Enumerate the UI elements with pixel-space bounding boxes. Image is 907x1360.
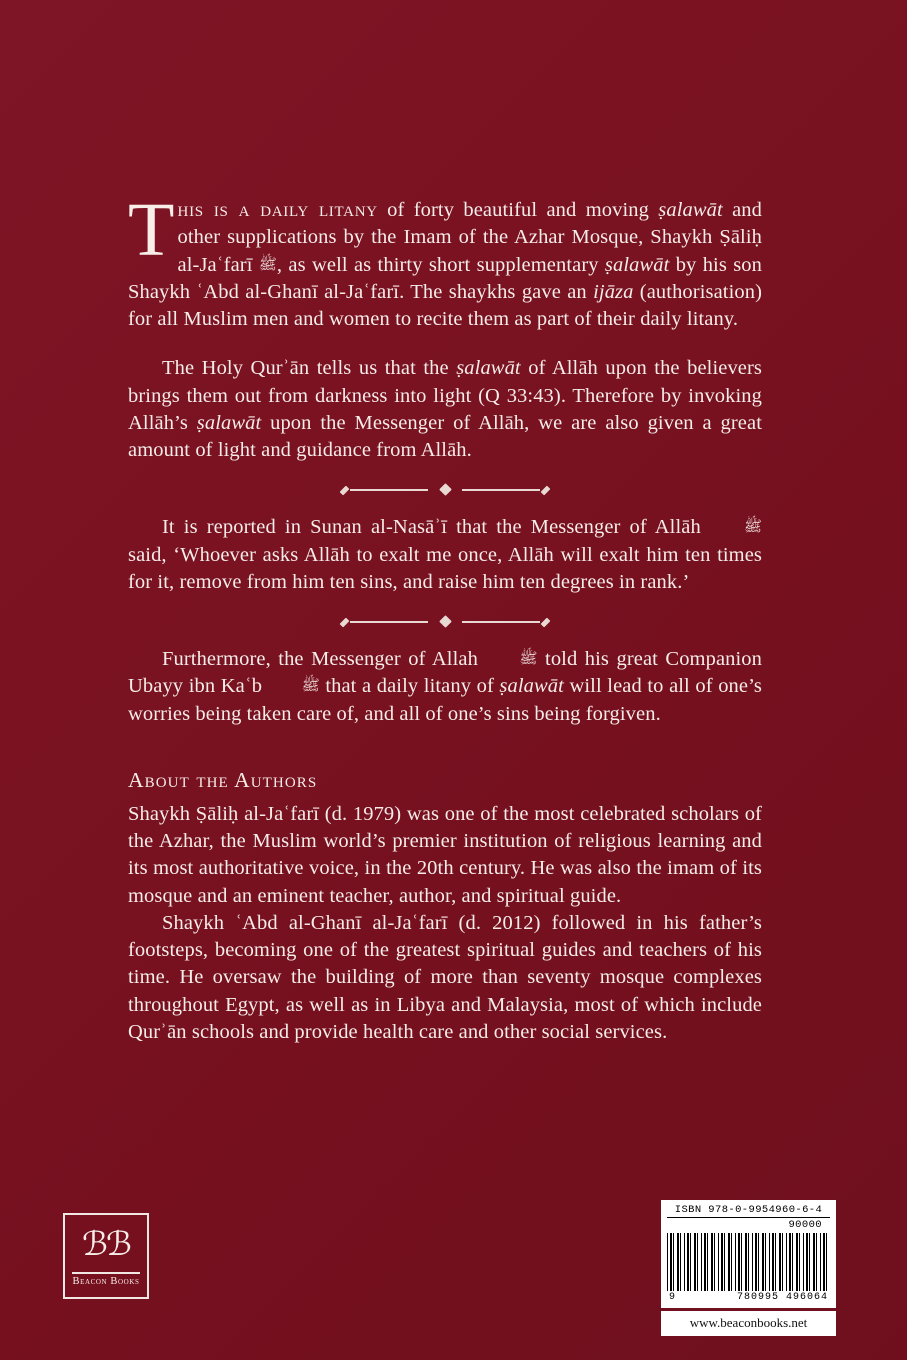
lead-text-2: and other supplications by the Imam of the Azhar Mosque, Shaykh Ṣāliḥ al-Jaʿfarī (177, 199, 762, 276)
lead-italic-3: ijāza (593, 280, 634, 303)
p3-text-b: said, ‘Whoever asks Allāh to exalt me once, Allāh will exalt him ten times for it, remove from him ten sins, and raise him ten degrees in rank.’ (128, 543, 762, 593)
salla-allahu-alayhi-wa-sallam-icon: ﷺ (519, 651, 538, 667)
barcode-digits (667, 1291, 830, 1303)
barcode-bars-icon (667, 1233, 830, 1291)
p4-text-b: told his great Companion Ubayy ibn Kaʿb (128, 648, 762, 698)
isbn-text: ISBN 978-0-9954960-6-4 (667, 1204, 830, 1218)
publisher-monogram-icon: ℬℬ (82, 1227, 130, 1263)
blurb-lead-paragraph (128, 188, 762, 333)
divider-left-tip-icon (340, 617, 350, 627)
lead-text-5: (authorisation) for all Muslim men and women to recite them as part of their daily litany. (128, 280, 762, 330)
about-the-authors-body (128, 801, 762, 1046)
drop-cap: T (128, 188, 175, 272)
isbn-price-code: 90000 (788, 1219, 822, 1231)
salla-allahu-alayhi-wa-sallam-icon: ﷺ (743, 519, 762, 536)
divider-right-bar (462, 621, 540, 623)
divider-center-diamond-icon (439, 483, 452, 496)
lead-italic-2: ṣalawāt (604, 253, 670, 276)
ornament-divider-2 (340, 616, 550, 628)
publisher-website: www.beaconbooks.net (661, 1311, 836, 1336)
divider-right-tip-icon (541, 617, 551, 627)
logo-divider (72, 1272, 140, 1274)
blurb-content (128, 188, 763, 1046)
p2-italic-1: ṣalawāt (456, 357, 521, 380)
barcode-digit-right: 780995 496064 (736, 1292, 828, 1303)
salla-allahu-alayhi-wa-sallam-icon: ﷺ (258, 256, 277, 273)
divider-left-bar (350, 621, 428, 623)
about-the-authors-heading: About the Authors (128, 767, 318, 792)
publisher-logo (63, 1213, 149, 1299)
barcode-digit-left: 9 (669, 1292, 677, 1303)
p4-text-a: Furthermore, the Messenger of Allah (162, 648, 486, 670)
divider-center-diamond-icon (439, 615, 452, 628)
p2-text-b: of Allāh upon the believers brings them out from darkness into light (Q 33:43). Therefore by invoking Allāh’s (128, 357, 763, 434)
blurb-paragraph-4 (128, 646, 762, 728)
p4-text-d: will lead to all of one’s worries being taken care of, and all of one’s sins being forgiven. (128, 675, 762, 725)
isbn-barcode (661, 1200, 836, 1308)
divider-right-bar (462, 489, 540, 491)
lead-italic-1: ṣalawāt (658, 199, 723, 221)
lead-text-4: by his son Shaykh ʿAbd al-Ghanī al-Jaʿfarī. The shaykhs gave an (128, 253, 762, 303)
radiya-allahu-anhu-icon: ﷺ (301, 678, 320, 695)
author-bio-2: Shaykh ʿAbd al-Ghanī al-Jaʿfarī (d. 2012) followed in his father’s footsteps, becoming one of the greatest spiritual guides and teachers of his time. He oversaw the building of more than seventy mosque complexes throughout Egypt, as well as in Libya and Malaysia, most of which include Qurʾān schools and provide health care and other social services. (128, 911, 762, 1043)
blurb-paragraph-2 (128, 355, 762, 464)
divider-left-tip-icon (340, 485, 350, 495)
divider-right-tip-icon (541, 485, 551, 495)
lead-text-1: of forty beautiful and moving (377, 199, 659, 221)
lead-text-3: , as well as thirty short supplementary (276, 253, 605, 276)
author-bio-1: Shaykh Ṣāliḥ al-Jaʿfarī (d. 1979) was one of the most celebrated scholars of the Azhar, the Muslim world’s premier institution of religious learning and its most authoritative voice, in the 20th century. He was also the imam of its mosque and an eminent teacher, author, and spiritual guide. (128, 802, 762, 907)
p2-text-a: The Holy Qurʾān tells us that the (162, 357, 457, 380)
p4-italic-1: ṣalawāt (499, 675, 564, 698)
divider-left-bar (350, 489, 428, 491)
p2-italic-2: ṣalawāt (196, 411, 262, 434)
publisher-name: Beacon Books (72, 1276, 140, 1287)
lead-smallcaps: his is a daily litany (177, 197, 378, 221)
blurb-paragraph-3 (128, 514, 762, 596)
p4-text-c: that a daily litany of (319, 675, 500, 698)
p2-text-c: upon the Messenger of Allāh, we are also given a great amount of light and guidance from Allāh. (128, 411, 762, 461)
p3-text-a: It is reported in Sunan al-Nasāʾī that the Messenger of Allāh (162, 516, 710, 539)
ornament-divider-1 (340, 484, 550, 496)
